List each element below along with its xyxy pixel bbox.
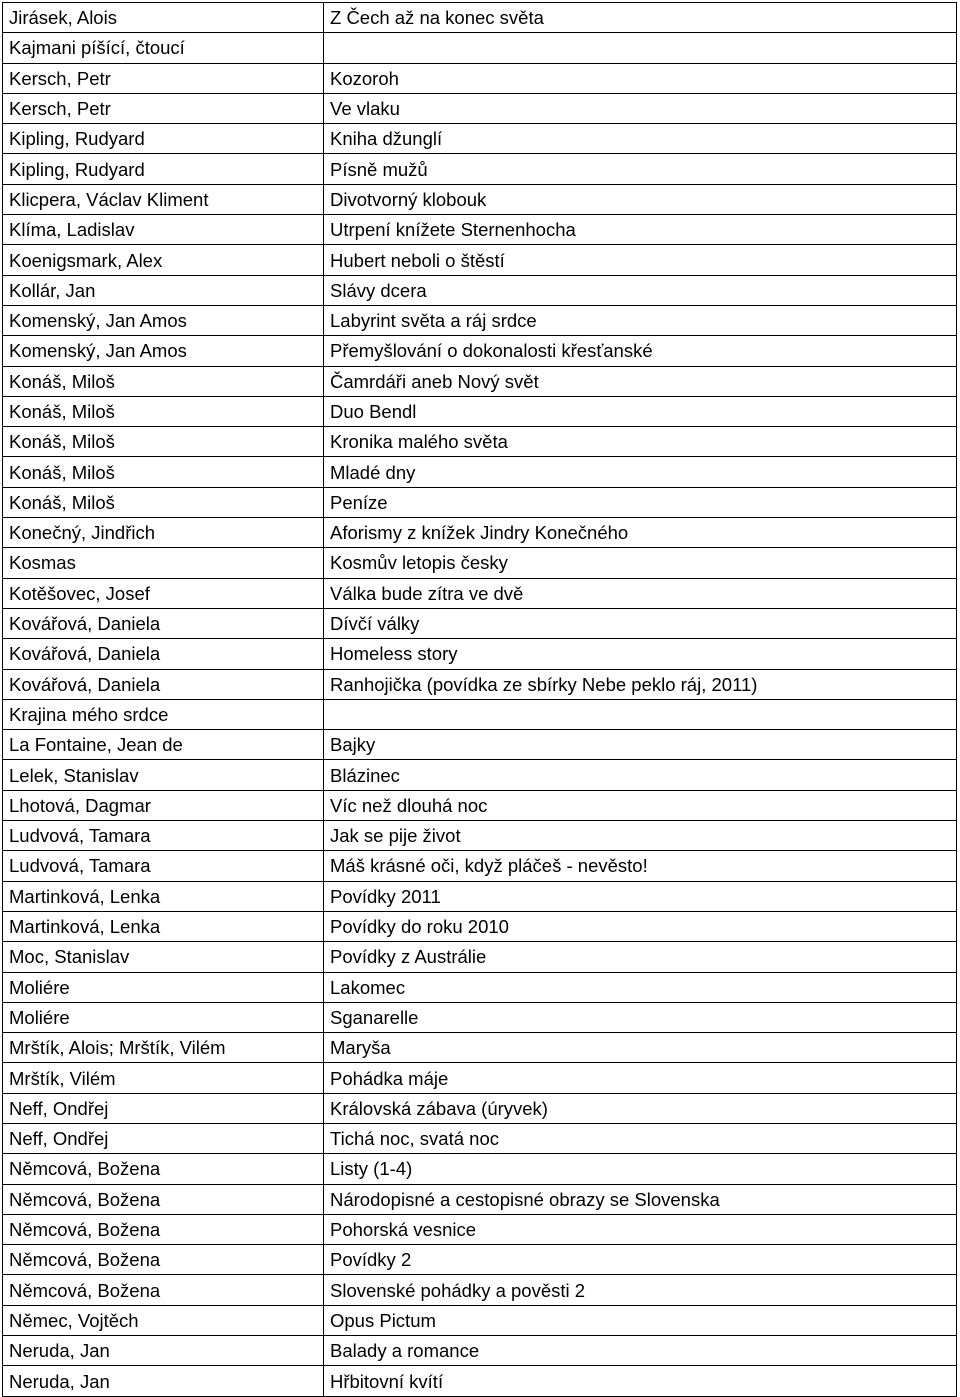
title-cell: Mladé dny bbox=[324, 457, 957, 487]
author-cell: Němcová, Božena bbox=[3, 1214, 324, 1244]
title-cell: Pohádka máje bbox=[324, 1063, 957, 1093]
author-cell: Němcová, Božena bbox=[3, 1184, 324, 1214]
author-cell: Moc, Stanislav bbox=[3, 942, 324, 972]
title-cell: Hubert neboli o štěstí bbox=[324, 245, 957, 275]
author-cell: Konečný, Jindřich bbox=[3, 518, 324, 548]
author-cell: Konáš, Miloš bbox=[3, 427, 324, 457]
author-cell: Kollár, Jan bbox=[3, 275, 324, 305]
table-row bbox=[3, 487, 957, 517]
table-row bbox=[3, 1154, 957, 1184]
author-cell: Krajina mého srdce bbox=[3, 699, 324, 729]
author-cell: Klicpera, Václav Kliment bbox=[3, 184, 324, 214]
table-row bbox=[3, 1093, 957, 1123]
table-row bbox=[3, 972, 957, 1002]
title-cell: Povídky z Austrálie bbox=[324, 942, 957, 972]
author-cell: Konáš, Miloš bbox=[3, 457, 324, 487]
author-cell: Moliére bbox=[3, 1002, 324, 1032]
title-cell: Víc než dlouhá noc bbox=[324, 790, 957, 820]
title-cell: Bajky bbox=[324, 730, 957, 760]
author-cell: Němcová, Božena bbox=[3, 1154, 324, 1184]
table-row bbox=[3, 1275, 957, 1305]
title-cell: Kosmův letopis česky bbox=[324, 548, 957, 578]
author-cell: Kipling, Rudyard bbox=[3, 124, 324, 154]
table-row bbox=[3, 427, 957, 457]
table-row bbox=[3, 1033, 957, 1063]
title-cell: Maryša bbox=[324, 1033, 957, 1063]
table-row bbox=[3, 1123, 957, 1153]
table-row bbox=[3, 1002, 957, 1032]
title-cell: Opus Pictum bbox=[324, 1305, 957, 1335]
table-row bbox=[3, 154, 957, 184]
title-cell: Dívčí války bbox=[324, 608, 957, 638]
title-cell: Balady a romance bbox=[324, 1336, 957, 1366]
title-cell: Přemyšlování o dokonalosti křesťanské bbox=[324, 336, 957, 366]
title-cell: Povídky 2011 bbox=[324, 881, 957, 911]
table-row bbox=[3, 124, 957, 154]
table-row bbox=[3, 578, 957, 608]
title-cell: Divotvorný klobouk bbox=[324, 184, 957, 214]
table-row bbox=[3, 366, 957, 396]
title-cell bbox=[324, 699, 957, 729]
table-row bbox=[3, 1063, 957, 1093]
title-cell: Aforismy z knížek Jindry Konečného bbox=[324, 518, 957, 548]
title-cell: Čamrdáři aneb Nový svět bbox=[324, 366, 957, 396]
table-row bbox=[3, 184, 957, 214]
author-cell: Kajmani píšící, čtoucí bbox=[3, 33, 324, 63]
author-cell: Neff, Ondřej bbox=[3, 1093, 324, 1123]
table-row bbox=[3, 1305, 957, 1335]
title-cell: Povídky 2 bbox=[324, 1245, 957, 1275]
author-cell: Kersch, Petr bbox=[3, 93, 324, 123]
author-cell: Komenský, Jan Amos bbox=[3, 305, 324, 335]
author-cell: Martinková, Lenka bbox=[3, 881, 324, 911]
author-cell: Kovářová, Daniela bbox=[3, 639, 324, 669]
title-cell: Lakomec bbox=[324, 972, 957, 1002]
title-cell: Válka bude zítra ve dvě bbox=[324, 578, 957, 608]
author-cell: Konáš, Miloš bbox=[3, 396, 324, 426]
title-cell: Slovenské pohádky a pověsti 2 bbox=[324, 1275, 957, 1305]
author-cell: Koenigsmark, Alex bbox=[3, 245, 324, 275]
book-list-table bbox=[2, 2, 957, 1397]
author-cell: Martinková, Lenka bbox=[3, 911, 324, 941]
title-cell: Blázinec bbox=[324, 760, 957, 790]
author-cell: Konáš, Miloš bbox=[3, 366, 324, 396]
author-cell: Klíma, Ladislav bbox=[3, 215, 324, 245]
title-cell: Kozoroh bbox=[324, 63, 957, 93]
author-cell: Kosmas bbox=[3, 548, 324, 578]
table-row bbox=[3, 760, 957, 790]
title-cell: Jak se pije život bbox=[324, 821, 957, 851]
author-cell: Lelek, Stanislav bbox=[3, 760, 324, 790]
title-cell: Tichá noc, svatá noc bbox=[324, 1123, 957, 1153]
table-row bbox=[3, 336, 957, 366]
table-row bbox=[3, 457, 957, 487]
table-row bbox=[3, 1214, 957, 1244]
author-cell: Komenský, Jan Amos bbox=[3, 336, 324, 366]
author-cell: Mrštík, Vilém bbox=[3, 1063, 324, 1093]
table-row bbox=[3, 790, 957, 820]
author-cell: Němcová, Božena bbox=[3, 1245, 324, 1275]
title-cell: Utrpení knížete Sternenhocha bbox=[324, 215, 957, 245]
author-cell: Kipling, Rudyard bbox=[3, 154, 324, 184]
title-cell: Kronika malého světa bbox=[324, 427, 957, 457]
author-cell: Kovářová, Daniela bbox=[3, 608, 324, 638]
book-list-sheet bbox=[2, 2, 956, 1397]
title-cell: Slávy dcera bbox=[324, 275, 957, 305]
table-row bbox=[3, 33, 957, 63]
table-row bbox=[3, 730, 957, 760]
table-row bbox=[3, 821, 957, 851]
table-row bbox=[3, 93, 957, 123]
table-row bbox=[3, 881, 957, 911]
title-cell bbox=[324, 33, 957, 63]
table-row bbox=[3, 911, 957, 941]
title-cell: Peníze bbox=[324, 487, 957, 517]
table-row bbox=[3, 518, 957, 548]
author-cell: Neff, Ondřej bbox=[3, 1123, 324, 1153]
title-cell: Duo Bendl bbox=[324, 396, 957, 426]
table-row bbox=[3, 548, 957, 578]
author-cell: Kotěšovec, Josef bbox=[3, 578, 324, 608]
table-row bbox=[3, 699, 957, 729]
table-row bbox=[3, 1336, 957, 1366]
title-cell: Sganarelle bbox=[324, 1002, 957, 1032]
title-cell: Homeless story bbox=[324, 639, 957, 669]
table-row bbox=[3, 942, 957, 972]
table-row bbox=[3, 215, 957, 245]
title-cell: Královská zábava (úryvek) bbox=[324, 1093, 957, 1123]
table-row bbox=[3, 275, 957, 305]
author-cell: La Fontaine, Jean de bbox=[3, 730, 324, 760]
title-cell: Kniha džunglí bbox=[324, 124, 957, 154]
title-cell: Ve vlaku bbox=[324, 93, 957, 123]
table-row bbox=[3, 396, 957, 426]
author-cell: Lhotová, Dagmar bbox=[3, 790, 324, 820]
author-cell: Němcová, Božena bbox=[3, 1275, 324, 1305]
author-cell: Neruda, Jan bbox=[3, 1336, 324, 1366]
author-cell: Konáš, Miloš bbox=[3, 487, 324, 517]
table-row bbox=[3, 639, 957, 669]
table-row bbox=[3, 1184, 957, 1214]
table-row bbox=[3, 608, 957, 638]
title-cell: Národopisné a cestopisné obrazy se Slovenska bbox=[324, 1184, 957, 1214]
author-cell: Němec, Vojtěch bbox=[3, 1305, 324, 1335]
author-cell: Ludvová, Tamara bbox=[3, 821, 324, 851]
author-cell: Kersch, Petr bbox=[3, 63, 324, 93]
title-cell: Listy (1-4) bbox=[324, 1154, 957, 1184]
author-cell: Moliére bbox=[3, 972, 324, 1002]
title-cell: Pohorská vesnice bbox=[324, 1214, 957, 1244]
title-cell: Labyrint světa a ráj srdce bbox=[324, 305, 957, 335]
table-row bbox=[3, 305, 957, 335]
table-row bbox=[3, 245, 957, 275]
table-row bbox=[3, 1366, 957, 1396]
table-row bbox=[3, 3, 957, 33]
title-cell: Z Čech až na konec světa bbox=[324, 3, 957, 33]
author-cell: Ludvová, Tamara bbox=[3, 851, 324, 881]
title-cell: Hřbitovní kvítí bbox=[324, 1366, 957, 1396]
book-list-body bbox=[3, 3, 957, 1397]
title-cell: Máš krásné oči, když pláčeš - nevěsto! bbox=[324, 851, 957, 881]
author-cell: Jirásek, Alois bbox=[3, 3, 324, 33]
title-cell: Ranhojička (povídka ze sbírky Nebe peklo ráj, 2011) bbox=[324, 669, 957, 699]
table-row bbox=[3, 851, 957, 881]
table-row bbox=[3, 63, 957, 93]
author-cell: Mrštík, Alois; Mrštík, Vilém bbox=[3, 1033, 324, 1063]
title-cell: Povídky do roku 2010 bbox=[324, 911, 957, 941]
title-cell: Písně mužů bbox=[324, 154, 957, 184]
table-row bbox=[3, 669, 957, 699]
table-row bbox=[3, 1245, 957, 1275]
author-cell: Neruda, Jan bbox=[3, 1366, 324, 1396]
author-cell: Kovářová, Daniela bbox=[3, 669, 324, 699]
